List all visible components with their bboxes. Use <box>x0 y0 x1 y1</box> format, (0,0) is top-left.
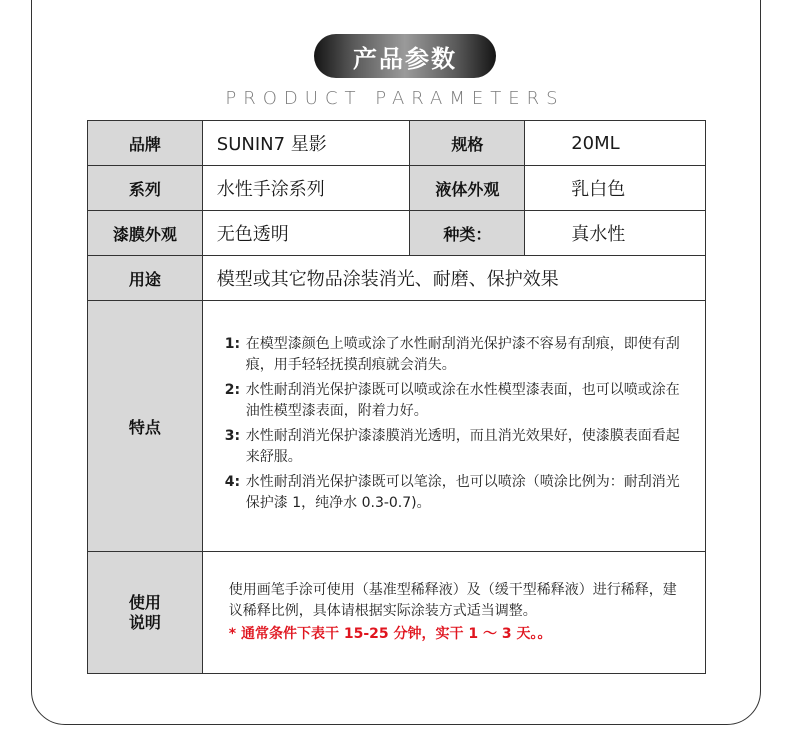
feature-number: 2: <box>224 382 241 398</box>
feature-text: 在模型漆颜色上喷或涂了水性耐刮消光保护漆不容易有刮痕，即使有刮痕，用手轻轻抚摸刮痕就会消失。 <box>245 336 680 373</box>
series-value: 水性手涂系列 <box>202 166 410 211</box>
type-value: 真水性 <box>525 211 706 256</box>
page-title: 产品参数 <box>353 44 457 73</box>
usage-cell <box>202 552 705 674</box>
table-row <box>88 552 706 674</box>
title-pill <box>314 34 496 78</box>
list-item <box>225 472 689 514</box>
feature-number: 1: <box>224 336 241 352</box>
series-label: 系列 <box>88 166 203 211</box>
list-item <box>225 334 689 376</box>
usage-warning: * 通常条件下表干 15-25 分钟，实干 1 ～ 3 天。。 <box>228 626 552 642</box>
feature-number: 3: <box>224 428 241 444</box>
feature-text: 水性耐刮消光保护漆既可以喷或涂在水性模型漆表面，也可以喷或涂在油性模型漆表面，附着力好。 <box>245 382 680 419</box>
brand-label: 品牌 <box>88 121 203 166</box>
use-label: 用途 <box>88 256 203 301</box>
liquid-appearance-value: 乳白色 <box>525 166 706 211</box>
list-item <box>225 426 689 468</box>
parameters-table <box>87 120 706 674</box>
table-row <box>88 301 706 552</box>
liquid-appearance-label: 液体外观 <box>410 166 525 211</box>
spec-value: 20ML <box>525 121 706 166</box>
features-cell <box>202 301 705 552</box>
usage-label-text: 使用说明 <box>128 592 161 632</box>
feature-text: 水性耐刮消光保护漆既可以笔涂，也可以喷涂（喷涂比例为：耐刮消光保护漆 1，纯净水 0.3-0.7)。 <box>245 474 680 511</box>
features-label: 特点 <box>88 301 203 552</box>
table-row <box>88 256 706 301</box>
features-list <box>203 334 705 514</box>
feature-text: 水性耐刮消光保护漆漆膜消光透明，而且消光效果好，使漆膜表面看起来舒服。 <box>245 428 680 465</box>
usage-block <box>203 580 705 645</box>
page-subtitle: PRODUCT PARAMETERS <box>225 88 565 109</box>
list-item <box>225 380 689 422</box>
table-row <box>88 121 706 166</box>
film-appearance-label: 漆膜外观 <box>88 211 203 256</box>
feature-number: 4: <box>224 474 241 490</box>
brand-value: SUNIN7 星影 <box>202 121 410 166</box>
usage-label <box>88 552 203 674</box>
table-row <box>88 166 706 211</box>
spec-label: 规格 <box>410 121 525 166</box>
type-label: 种类： <box>410 211 525 256</box>
film-appearance-value: 无色透明 <box>202 211 410 256</box>
table-row <box>88 211 706 256</box>
use-value: 模型或其它物品涂装消光、耐磨、保护效果 <box>202 256 705 301</box>
usage-text: 使用画笔手涂可使用（基准型稀释液）及（缓干型稀释液）进行稀释，建议稀释比例，具体请根据实际涂装方式适当调整。 <box>228 582 677 619</box>
